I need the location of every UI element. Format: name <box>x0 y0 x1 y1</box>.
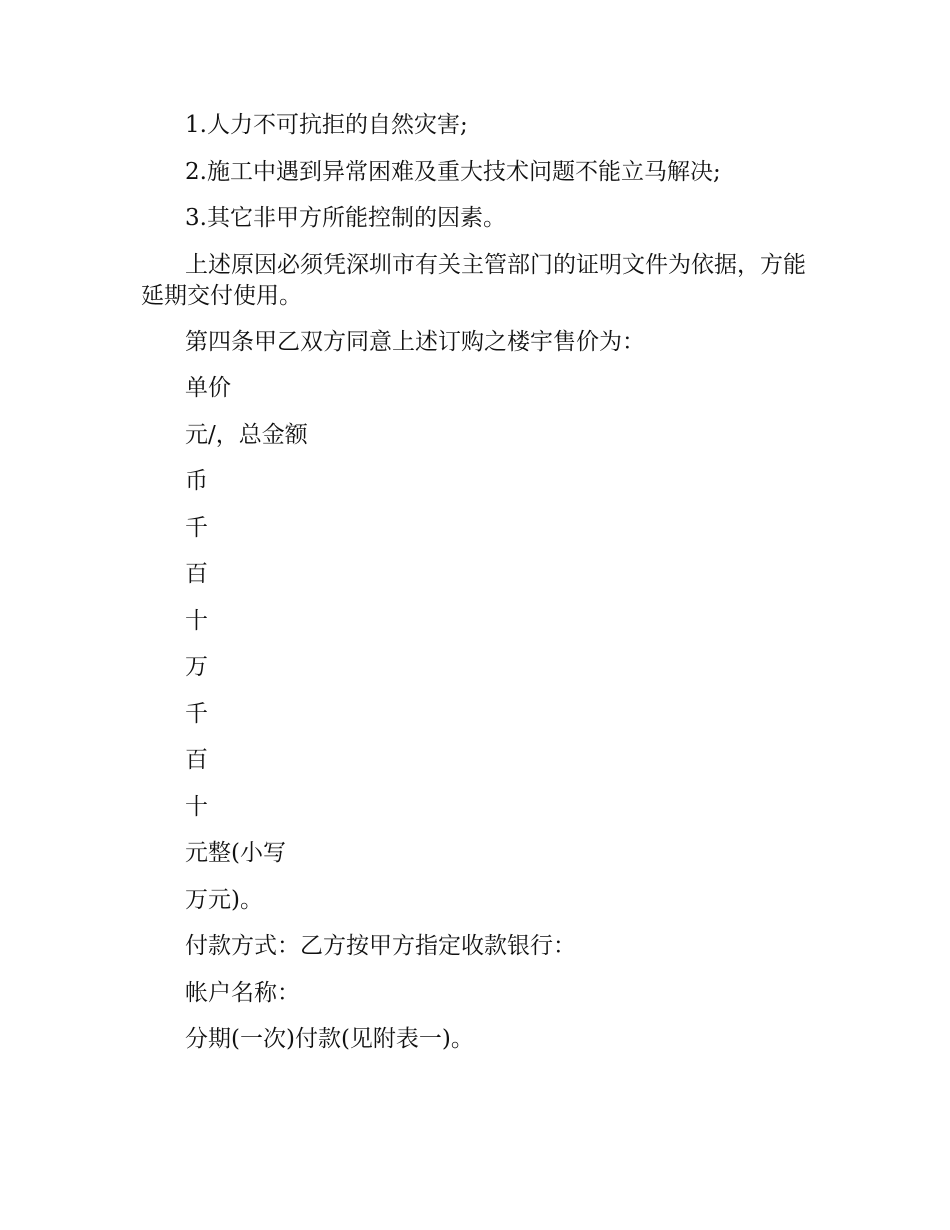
paragraph-installment: 分期(一次)付款(见附表一)。 <box>185 1026 474 1052</box>
paragraph-force-majeure-1: 1.人力不可抗拒的自然灾害; <box>185 112 468 138</box>
paragraph-hundred-2: 百 <box>185 747 208 773</box>
paragraph-hundred-1: 百 <box>185 561 208 587</box>
paragraph-payment-method: 付款方式：乙方按甲方指定收款银行： <box>185 933 576 959</box>
paragraph-wan-yuan: 万元)。 <box>185 886 263 913</box>
paragraph-delay-proof: 上述原因必须凭深圳市有关主管部门的证明文件为依据，方能延期交付使用。 <box>141 251 806 309</box>
paragraph-ten-thousand: 万 <box>185 654 208 680</box>
paragraph-thousand-2: 千 <box>185 700 208 727</box>
paragraph-force-majeure-2: 2.施工中遇到异常困难及重大技术问题不能立马解决; <box>185 158 721 185</box>
paragraph-yuan-whole: 元整(小写 <box>185 840 286 866</box>
paragraph-ten-2: 十 <box>185 793 208 820</box>
paragraph-unit-price: 单价 <box>185 375 231 401</box>
document-body <box>141 110 811 1071</box>
paragraph-currency: 币 <box>185 468 208 494</box>
paragraph-force-majeure-3: 3.其它非甲方所能控制的因素。 <box>185 205 506 231</box>
paragraph-thousand-1: 千 <box>185 514 208 541</box>
paragraph-total-amount: 元/，总金额 <box>185 421 308 448</box>
paragraph-ten-1: 十 <box>185 607 208 634</box>
paragraph-account-name: 帐户名称： <box>185 979 300 1006</box>
paragraph-article-4: 第四条甲乙双方同意上述订购之楼宇售价为： <box>185 328 645 355</box>
